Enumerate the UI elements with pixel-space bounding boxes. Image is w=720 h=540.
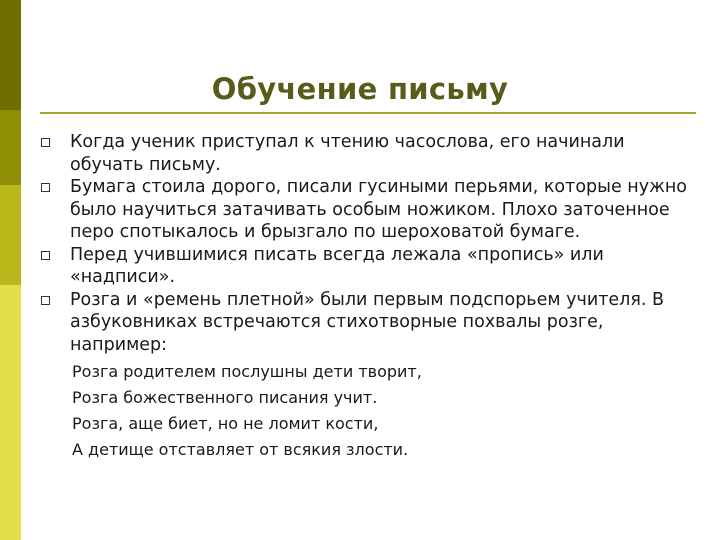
bullet-text: Перед учившимися писать всегда лежала «пропись» или «надписи». <box>70 244 604 287</box>
slide-body <box>40 131 700 463</box>
square-bullet-icon <box>41 296 50 305</box>
poem-quote <box>72 359 700 463</box>
poem-line-2: Розга божественного писания учит. <box>72 388 378 407</box>
bullet-item-2 <box>40 176 700 244</box>
side-accent-bar <box>0 0 21 540</box>
square-bullet-icon <box>41 138 50 147</box>
side-bar-segment-dark <box>0 0 21 110</box>
bullet-text: Когда ученик приступал к чтению часослова, его начинали обучать письму. <box>70 132 625 175</box>
side-bar-segment-mid <box>0 110 21 185</box>
bullet-list <box>40 131 700 356</box>
poem-line-1: Розга родителем послушны дети творит, <box>72 362 422 381</box>
square-bullet-icon <box>41 251 50 260</box>
bullet-item-4 <box>40 289 700 357</box>
poem-line-4: А детище отставляет от всякия злости. <box>72 440 409 459</box>
square-bullet-icon <box>41 183 50 192</box>
side-bar-segment-light <box>0 185 21 285</box>
slide-title: Обучение письму <box>211 72 509 106</box>
bullet-item-1 <box>40 131 700 176</box>
bullet-item-3 <box>40 244 700 289</box>
bullet-text: Бумага стоила дорого, писали гусиными перьями, которые нужно было научиться затачивать особым ножиком. Плохо заточенное перо спотыкалось и брызгало по шероховатой бумаге. <box>70 177 688 242</box>
bullet-text: Розга и «ремень плетной» были первым подспорьем учителя. В азбуковниках встречаются стихотворные похвалы розге, например: <box>70 289 665 355</box>
title-underline <box>40 112 696 114</box>
poem-line-3: Розга, аще биет, но не ломит кости, <box>72 414 379 433</box>
side-bar-segment-pale <box>0 285 21 540</box>
